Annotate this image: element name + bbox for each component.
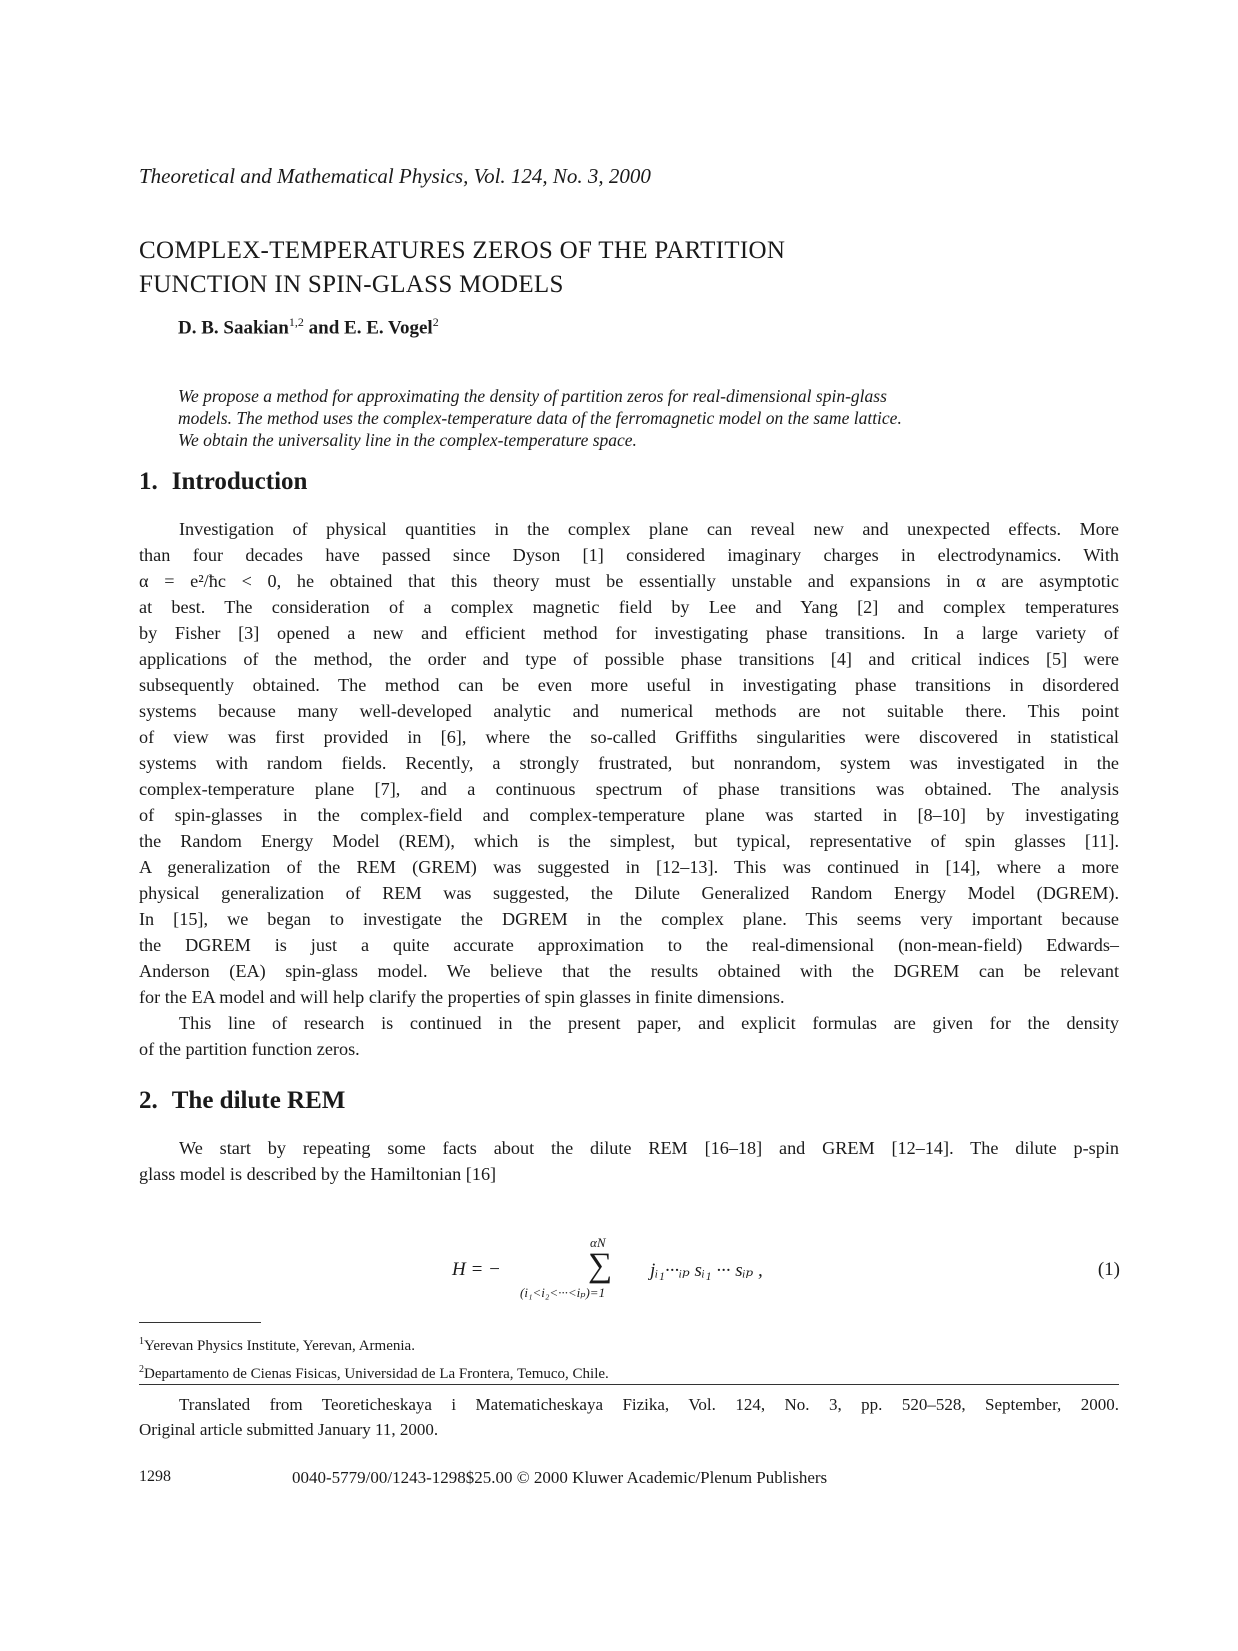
- author-list: [178, 315, 439, 339]
- page-number: 1298: [139, 1468, 171, 1485]
- section-title: Introduction: [171, 468, 308, 495]
- author-conjunction: and: [308, 317, 340, 339]
- footnote-text: Yerevan Physics Institute, Yerevan, Armenia.: [144, 1338, 415, 1354]
- text-line: Investigation of physical quantities in the complex plane can reveal new and unexpected effects. More: [179, 519, 1119, 539]
- equation-number: (1): [1097, 1259, 1120, 1280]
- abstract: [178, 385, 1068, 451]
- introduction-paragraph-2: [139, 1010, 1119, 1062]
- text-line: of view was first provided in [6], where the so-called Griffiths singularities were discovered in statistical: [139, 727, 1119, 747]
- footnotes: [139, 1330, 609, 1386]
- text-line: A generalization of the REM (GREM) was suggested in [12–13]. This was continued in [14], where a more: [139, 857, 1119, 877]
- introduction-paragraph-1: [139, 516, 1119, 1010]
- section-heading-dilute-rem: [139, 1087, 345, 1115]
- text-line: α = e²/ħc < 0, he obtained that this theory must be essentially unstable and expansions in α are asymptotic: [139, 571, 1119, 591]
- author-affiliation-mark: 2: [432, 315, 439, 329]
- abstract-line: models. The method uses the complex-temperature data of the ferromagnetic model on the same lattice.: [178, 408, 902, 428]
- text-line: This line of research is continued in the present paper, and explicit formulas are given for the density: [179, 1013, 1119, 1033]
- text-line: applications of the method, the order and type of possible phase transitions [4] and critical indices [5] were: [139, 649, 1119, 669]
- text-line: We start by repeating some facts about the dilute REM [16–18] and GREM [12–14]. The dilute p-spin: [179, 1138, 1119, 1158]
- footnote: [139, 1330, 609, 1358]
- text-line: of spin-glasses in the complex-field and complex-temperature plane was started in [8–10] by investigating: [139, 805, 1119, 825]
- translation-line: Translated from Teoreticheskaya i Matematicheskaya Fizika, Vol. 124, No. 3, pp. 520–528, September, 2000.: [179, 1395, 1119, 1414]
- title-line: FUNCTION IN SPIN-GLASS MODELS: [139, 271, 564, 298]
- text-line: subsequently obtained. The method can be even more useful in investigating phase transitions in disordered: [139, 675, 1119, 695]
- equation-lhs: H = −: [452, 1259, 501, 1280]
- footnote-mark: 1: [139, 1336, 144, 1347]
- text-line: by Fisher [3] opened a new and efficient method for investigating phase transitions. In a large variety of: [139, 623, 1119, 643]
- text-line: than four decades have passed since Dyson [1] considered imaginary charges in electrodynamics. With: [139, 545, 1119, 565]
- section-number: 2.: [139, 1087, 158, 1114]
- title-line: COMPLEX-TEMPERATURES ZEROS OF THE PARTITION: [139, 237, 786, 264]
- footnote-divider: [139, 1322, 261, 1323]
- text-line: physical generalization of REM was suggested, the Dilute Generalized Random Energy Model (DGREM).: [139, 883, 1119, 903]
- text-line: complex-temperature plane [7], and a continuous spectrum of phase transitions was obtained. The analysis: [139, 779, 1119, 799]
- text-line: In [15], we began to investigate the DGREM in the complex plane. This seems very important because: [139, 909, 1119, 929]
- copyright-line: 0040-5779/00/1243-1298$25.00 © 2000 Kluwer Academic/Plenum Publishers: [292, 1468, 828, 1487]
- footnote-mark: 2: [139, 1364, 144, 1375]
- dilute-rem-paragraph: [139, 1135, 1119, 1187]
- paper-title: [139, 234, 785, 302]
- sum-lower-limit: (i₁<i₂<···<iₚ)=1: [520, 1285, 606, 1300]
- translation-divider: [139, 1384, 1119, 1385]
- text-line: systems because many well-developed analytic and numerical methods are not suitable there. This point: [139, 701, 1119, 721]
- text-line: systems with random fields. Recently, a strongly frustrated, but nonrandom, system was investigated in the: [139, 753, 1119, 773]
- text-line: the Random Energy Model (REM), which is the simplest, but typical, representative of spin glasses [11].: [139, 831, 1119, 851]
- journal-header: Theoretical and Mathematical Physics, Vol. 124, No. 3, 2000: [139, 164, 651, 188]
- equation-term: jᵢ₁···ᵢₚ sᵢ₁ ··· sᵢₚ ,: [650, 1260, 763, 1281]
- translation-line: Original article submitted January 11, 2000.: [139, 1420, 439, 1439]
- section-number: 1.: [139, 468, 158, 495]
- summation-symbol: ∑: [588, 1247, 613, 1284]
- text-line: the DGREM is just a quite accurate approximation to the real-dimensional (non-mean-field) Edwards–: [139, 935, 1119, 955]
- text-line: glass model is described by the Hamiltonian [16]: [139, 1164, 497, 1184]
- footnote-text: Departamento de Cienas Fisicas, Universidad de La Frontera, Temuco, Chile.: [144, 1366, 609, 1382]
- abstract-line: We obtain the universality line in the complex-temperature space.: [178, 430, 637, 450]
- section-title: The dilute REM: [171, 1087, 346, 1114]
- section-heading-introduction: [139, 468, 307, 496]
- author-name: E. E. Vogel: [344, 317, 433, 339]
- text-line: for the EA model and will help clarify the properties of spin glasses in finite dimensions.: [139, 987, 785, 1007]
- author-name: D. B. Saakian: [178, 317, 289, 339]
- text-line: of the partition function zeros.: [139, 1039, 360, 1059]
- author-affiliation-mark: 1,2: [288, 315, 304, 329]
- sum-upper-limit: αN: [590, 1235, 606, 1250]
- footnote: [139, 1358, 609, 1386]
- translation-note: [139, 1392, 1119, 1442]
- abstract-line: We propose a method for approximating the density of partition zeros for real-dimensional spin-glass: [178, 386, 887, 406]
- text-line: Anderson (EA) spin-glass model. We believe that the results obtained with the DGREM can be relevant: [139, 961, 1119, 981]
- text-line: at best. The consideration of a complex magnetic field by Lee and Yang [2] and complex temperatures: [139, 597, 1119, 617]
- equation-1: [440, 1235, 1120, 1325]
